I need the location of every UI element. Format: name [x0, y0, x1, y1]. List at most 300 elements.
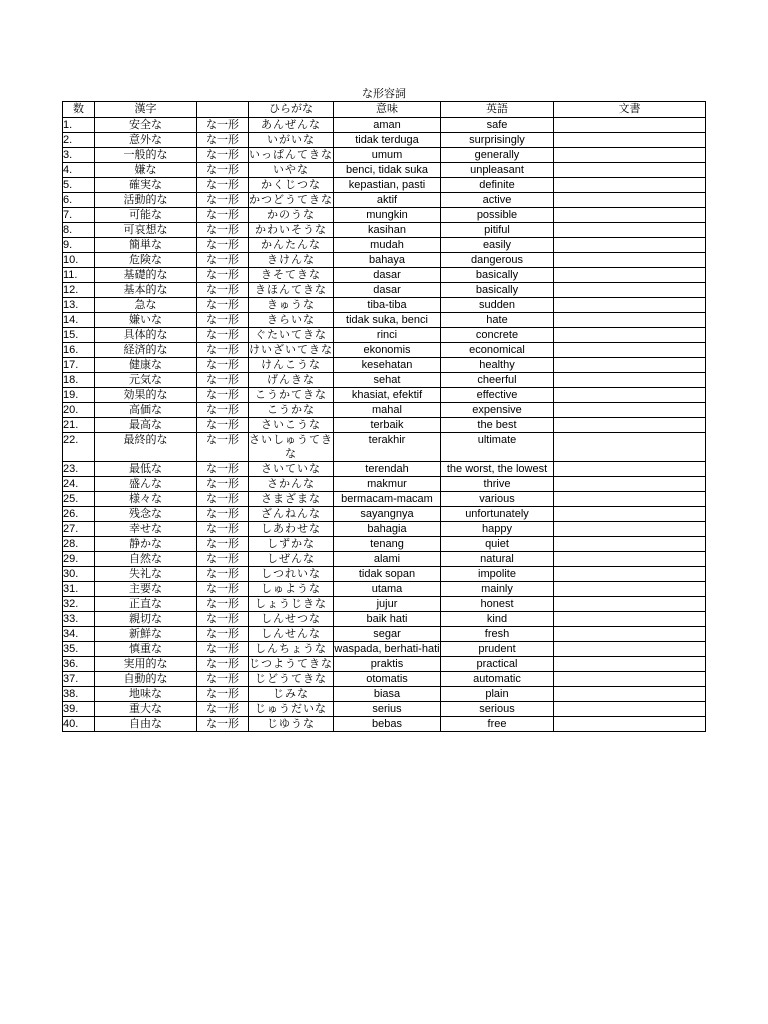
kanji-cell: 具体的な	[95, 328, 197, 343]
type-cell: な一形	[197, 178, 249, 193]
hiragana-cell: しぜんな	[249, 552, 334, 567]
row-number: 11.	[63, 268, 95, 283]
type-cell: な一形	[197, 672, 249, 687]
hiragana-cell: さいこうな	[249, 418, 334, 433]
meaning-cell: biasa	[334, 687, 441, 702]
english-cell: surprisingly	[441, 133, 554, 148]
type-cell: な一形	[197, 627, 249, 642]
kanji-cell: 幸せな	[95, 522, 197, 537]
row-number: 36.	[63, 657, 95, 672]
type-cell: な一形	[197, 133, 249, 148]
meaning-cell: utama	[334, 582, 441, 597]
english-cell: mainly	[441, 582, 554, 597]
table-row	[63, 268, 706, 283]
kanji-cell: 自然な	[95, 552, 197, 567]
meaning-cell: khasiat, efektif	[334, 388, 441, 403]
table-row	[63, 178, 706, 193]
type-cell: な一形	[197, 567, 249, 582]
english-cell: easily	[441, 238, 554, 253]
meaning-cell: waspada, berhati-hati	[334, 643, 440, 655]
kanji-cell: 慎重な	[95, 642, 197, 657]
table-row	[63, 373, 706, 388]
row-number: 5.	[63, 178, 95, 193]
notes-cell	[554, 433, 706, 462]
notes-cell	[554, 268, 706, 283]
kanji-cell: 最終的な	[95, 433, 197, 462]
english-cell: healthy	[441, 358, 554, 373]
notes-cell	[554, 612, 706, 627]
notes-cell	[554, 343, 706, 358]
meaning-cell: tiba-tiba	[334, 298, 441, 313]
hiragana-cell: きほんてきな	[249, 283, 334, 298]
hiragana-cell: じゅうだいな	[249, 702, 334, 717]
english-cell: practical	[441, 657, 554, 672]
kanji-cell: 新鮮な	[95, 627, 197, 642]
type-cell: な一形	[197, 313, 249, 328]
meaning-cell: alami	[334, 552, 441, 567]
kanji-cell: 親切な	[95, 612, 197, 627]
header-notes: 文書	[554, 102, 706, 118]
meaning-cell: aktif	[334, 193, 441, 208]
type-cell: な一形	[197, 582, 249, 597]
notes-cell	[554, 253, 706, 268]
kanji-cell: 自動的な	[95, 672, 197, 687]
hiragana-cell: けいざいてきな	[249, 343, 333, 356]
meaning-cell: dasar	[334, 283, 441, 298]
hiragana-cell: ぐたいてきな	[249, 328, 334, 343]
english-cell: serious	[441, 702, 554, 717]
table-row	[63, 507, 706, 522]
type-cell: な一形	[197, 687, 249, 702]
kanji-cell: 健康な	[95, 358, 197, 373]
type-cell: な一形	[197, 163, 249, 178]
table-row	[63, 702, 706, 717]
table-row	[63, 193, 706, 208]
english-cell: cheerful	[441, 373, 554, 388]
table-row	[63, 343, 706, 358]
kanji-cell: 可哀想な	[95, 223, 197, 238]
kanji-cell: 基礎的な	[95, 268, 197, 283]
hiragana-cell: げんきな	[249, 373, 334, 388]
english-cell: impolite	[441, 567, 554, 582]
english-cell: happy	[441, 522, 554, 537]
kanji-cell: 高価な	[95, 403, 197, 418]
row-number: 35.	[63, 642, 95, 657]
notes-cell	[554, 313, 706, 328]
type-cell: な一形	[197, 462, 249, 477]
header-number: 数	[63, 102, 95, 118]
row-number: 28.	[63, 537, 95, 552]
row-number: 19.	[63, 388, 95, 403]
kanji-cell: 最低な	[95, 462, 197, 477]
kanji-cell: 重大な	[95, 702, 197, 717]
type-cell: な一形	[197, 597, 249, 612]
table-row	[63, 612, 706, 627]
row-number: 39.	[63, 702, 95, 717]
meaning-cell: tenang	[334, 537, 441, 552]
table-row	[63, 492, 706, 507]
notes-cell	[554, 537, 706, 552]
row-number: 17.	[63, 358, 95, 373]
table-row	[63, 238, 706, 253]
english-cell: fresh	[441, 627, 554, 642]
notes-cell	[554, 522, 706, 537]
kanji-cell: 効果的な	[95, 388, 197, 403]
type-cell: な一形	[197, 358, 249, 373]
vocabulary-table	[62, 101, 706, 732]
meaning-cell: kasihan	[334, 223, 441, 238]
row-number: 6.	[63, 193, 95, 208]
notes-cell	[554, 477, 706, 492]
table-row	[63, 462, 706, 477]
english-cell: basically	[441, 283, 554, 298]
notes-cell	[554, 642, 706, 657]
header-type	[197, 102, 249, 118]
header-meaning: 意味	[334, 102, 441, 118]
row-number: 1.	[63, 118, 95, 133]
english-cell: various	[441, 492, 554, 507]
kanji-cell: 残念な	[95, 507, 197, 522]
type-cell: な一形	[197, 373, 249, 388]
notes-cell	[554, 148, 706, 163]
meaning-cell: baik hati	[334, 612, 441, 627]
english-cell: plain	[441, 687, 554, 702]
kanji-cell: 元気な	[95, 373, 197, 388]
english-cell: prudent	[441, 642, 554, 657]
notes-cell	[554, 163, 706, 178]
table-row	[63, 298, 706, 313]
kanji-cell: 主要な	[95, 582, 197, 597]
row-number: 4.	[63, 163, 95, 178]
row-number: 24.	[63, 477, 95, 492]
type-cell: な一形	[197, 403, 249, 418]
row-number: 16.	[63, 343, 95, 358]
english-cell: the best	[441, 418, 554, 433]
kanji-cell: 急な	[95, 298, 197, 313]
type-cell: な一形	[197, 642, 249, 657]
header-english: 英語	[441, 102, 554, 118]
english-cell: ultimate	[441, 433, 554, 462]
type-cell: な一形	[197, 283, 249, 298]
kanji-cell: 活動的な	[95, 193, 197, 208]
table-row	[63, 552, 706, 567]
table-row	[63, 133, 706, 148]
table-row	[63, 223, 706, 238]
table-body	[63, 118, 706, 732]
notes-cell	[554, 657, 706, 672]
meaning-cell: kesehatan	[334, 358, 441, 373]
notes-cell	[554, 283, 706, 298]
kanji-cell: 経済的な	[95, 343, 197, 358]
meaning-cell: bahagia	[334, 522, 441, 537]
hiragana-cell: かくじつな	[249, 178, 334, 193]
kanji-cell: 実用的な	[95, 657, 197, 672]
meaning-cell: ekonomis	[334, 343, 441, 358]
type-cell: な一形	[197, 223, 249, 238]
row-number: 23.	[63, 462, 95, 477]
type-cell: な一形	[197, 328, 249, 343]
english-cell: kind	[441, 612, 554, 627]
kanji-cell: 失礼な	[95, 567, 197, 582]
type-cell: な一形	[197, 388, 249, 403]
type-cell: な一形	[197, 238, 249, 253]
notes-cell	[554, 627, 706, 642]
table-row	[63, 433, 706, 462]
row-number: 12.	[63, 283, 95, 298]
kanji-cell: 確実な	[95, 178, 197, 193]
kanji-cell: 正直な	[95, 597, 197, 612]
hiragana-cell: かんたんな	[249, 238, 334, 253]
notes-cell	[554, 328, 706, 343]
type-cell: な一形	[197, 433, 249, 462]
meaning-cell: sehat	[334, 373, 441, 388]
meaning-cell: terendah	[334, 462, 441, 477]
notes-cell	[554, 118, 706, 133]
hiragana-cell: さいていな	[249, 462, 334, 477]
row-number: 25.	[63, 492, 95, 507]
kanji-cell: 様々な	[95, 492, 197, 507]
meaning-cell: rinci	[334, 328, 441, 343]
kanji-cell: 嫌な	[95, 163, 197, 178]
hiragana-cell: いやな	[249, 163, 334, 178]
table-row	[63, 537, 706, 552]
header-kanji: 漢字	[95, 102, 197, 118]
meaning-cell: umum	[334, 148, 441, 163]
english-cell: expensive	[441, 403, 554, 418]
table-row	[63, 253, 706, 268]
hiragana-cell: じゆうな	[249, 717, 334, 732]
hiragana-cell: けんこうな	[249, 358, 334, 373]
table-row	[63, 642, 706, 657]
header-hiragana: ひらがな	[249, 102, 334, 118]
notes-cell	[554, 717, 706, 732]
row-number: 21.	[63, 418, 95, 433]
type-cell: な一形	[197, 418, 249, 433]
hiragana-cell: しゅような	[249, 582, 334, 597]
type-cell: な一形	[197, 552, 249, 567]
english-cell: active	[441, 193, 554, 208]
hiragana-cell: さかんな	[249, 477, 334, 492]
meaning-cell: bahaya	[334, 253, 441, 268]
english-cell: sudden	[441, 298, 554, 313]
row-number: 18.	[63, 373, 95, 388]
hiragana-cell: じつようてきな	[249, 657, 333, 670]
page-title: な形容詞	[362, 87, 406, 100]
notes-cell	[554, 552, 706, 567]
table-row	[63, 118, 706, 133]
type-cell: な一形	[197, 343, 249, 358]
row-number: 29.	[63, 552, 95, 567]
kanji-cell: 盛んな	[95, 477, 197, 492]
row-number: 9.	[63, 238, 95, 253]
type-cell: な一形	[197, 208, 249, 223]
meaning-cell: dasar	[334, 268, 441, 283]
hiragana-cell: しあわせな	[249, 522, 334, 537]
type-cell: な一形	[197, 717, 249, 732]
notes-cell	[554, 298, 706, 313]
hiragana-cell: しんちょうな	[249, 642, 334, 657]
hiragana-cell: しずかな	[249, 537, 334, 552]
table-row	[63, 597, 706, 612]
english-cell: quiet	[441, 537, 554, 552]
notes-cell	[554, 178, 706, 193]
kanji-cell: 一般的な	[95, 148, 197, 163]
kanji-cell: 簡単な	[95, 238, 197, 253]
table-row	[63, 717, 706, 732]
hiragana-cell: しつれいな	[249, 567, 334, 582]
table-row	[63, 687, 706, 702]
kanji-cell: 基本的な	[95, 283, 197, 298]
table-row	[63, 522, 706, 537]
type-cell: な一形	[197, 612, 249, 627]
meaning-cell: praktis	[334, 657, 441, 672]
row-number: 40.	[63, 717, 95, 732]
english-cell: natural	[441, 552, 554, 567]
kanji-cell: 静かな	[95, 537, 197, 552]
english-cell: hate	[441, 313, 554, 328]
hiragana-cell: こうかな	[249, 403, 334, 418]
type-cell: な一形	[197, 298, 249, 313]
meaning-cell: serius	[334, 702, 441, 717]
kanji-cell: 可能な	[95, 208, 197, 223]
english-cell: concrete	[441, 328, 554, 343]
type-cell: な一形	[197, 477, 249, 492]
type-cell: な一形	[197, 268, 249, 283]
english-cell: generally	[441, 148, 554, 163]
kanji-cell: 安全な	[95, 118, 197, 133]
hiragana-cell: きらいな	[249, 313, 334, 328]
table-row	[63, 418, 706, 433]
meaning-cell: makmur	[334, 477, 441, 492]
table-row	[63, 328, 706, 343]
notes-cell	[554, 687, 706, 702]
meaning-cell: terbaik	[334, 418, 441, 433]
notes-cell	[554, 403, 706, 418]
row-number: 37.	[63, 672, 95, 687]
row-number: 32.	[63, 597, 95, 612]
english-cell: definite	[441, 178, 554, 193]
hiragana-cell: ざんねんな	[249, 507, 334, 522]
table-row	[63, 283, 706, 298]
english-cell: economical	[441, 343, 554, 358]
table-row	[63, 657, 706, 672]
hiragana-cell: きけんな	[249, 253, 334, 268]
hiragana-cell: こうかてきな	[249, 388, 334, 403]
english-cell: the worst, the lowest	[441, 462, 554, 477]
notes-cell	[554, 672, 706, 687]
notes-cell	[554, 193, 706, 208]
notes-cell	[554, 133, 706, 148]
hiragana-cell: きゅうな	[249, 298, 334, 313]
row-number: 33.	[63, 612, 95, 627]
meaning-cell: tidak terduga	[334, 133, 441, 148]
meaning-cell: kepastian, pasti	[334, 178, 441, 193]
hiragana-cell: かつどうてきな	[249, 193, 333, 206]
hiragana-cell: しんせんな	[249, 627, 334, 642]
hiragana-cell: しんせつな	[249, 612, 334, 627]
hiragana-cell: しょうじきな	[249, 597, 334, 612]
row-number: 13.	[63, 298, 95, 313]
english-cell: effective	[441, 388, 554, 403]
row-number: 3.	[63, 148, 95, 163]
hiragana-cell: きそてきな	[249, 268, 334, 283]
english-cell: thrive	[441, 477, 554, 492]
notes-cell	[554, 388, 706, 403]
row-number: 2.	[63, 133, 95, 148]
table-row	[63, 477, 706, 492]
type-cell: な一形	[197, 118, 249, 133]
type-cell: な一形	[197, 522, 249, 537]
hiragana-cell: さいしゅうてきな	[249, 433, 333, 460]
hiragana-cell: いっぱんてきな	[249, 148, 333, 161]
notes-cell	[554, 582, 706, 597]
notes-cell	[554, 373, 706, 388]
type-cell: な一形	[197, 507, 249, 522]
english-cell: safe	[441, 118, 554, 133]
kanji-cell: 嫌いな	[95, 313, 197, 328]
table-row	[63, 358, 706, 373]
row-number: 30.	[63, 567, 95, 582]
meaning-cell: mudah	[334, 238, 441, 253]
row-number: 27.	[63, 522, 95, 537]
row-number: 34.	[63, 627, 95, 642]
meaning-cell: jujur	[334, 597, 441, 612]
notes-cell	[554, 358, 706, 373]
row-number: 15.	[63, 328, 95, 343]
meaning-cell: bermacam-macam	[334, 492, 441, 507]
type-cell: な一形	[197, 537, 249, 552]
table-row	[63, 403, 706, 418]
english-cell: pitiful	[441, 223, 554, 238]
row-number: 38.	[63, 687, 95, 702]
notes-cell	[554, 702, 706, 717]
row-number: 22.	[63, 433, 95, 462]
hiragana-cell: じみな	[249, 687, 334, 702]
row-number: 14.	[63, 313, 95, 328]
table-row	[63, 567, 706, 582]
meaning-cell: bebas	[334, 717, 441, 732]
table-row	[63, 582, 706, 597]
notes-cell	[554, 418, 706, 433]
meaning-cell: tidak suka, benci	[334, 313, 441, 328]
type-cell: な一形	[197, 253, 249, 268]
notes-cell	[554, 492, 706, 507]
table-row	[63, 388, 706, 403]
meaning-cell: otomatis	[334, 672, 441, 687]
hiragana-cell: じどうてきな	[249, 672, 334, 687]
row-number: 26.	[63, 507, 95, 522]
row-number: 10.	[63, 253, 95, 268]
english-cell: honest	[441, 597, 554, 612]
type-cell: な一形	[197, 657, 249, 672]
kanji-cell: 危険な	[95, 253, 197, 268]
notes-cell	[554, 507, 706, 522]
kanji-cell: 最高な	[95, 418, 197, 433]
type-cell: な一形	[197, 702, 249, 717]
meaning-cell: benci, tidak suka	[334, 163, 441, 178]
table-row	[63, 672, 706, 687]
notes-cell	[554, 208, 706, 223]
meaning-cell: sayangnya	[334, 507, 441, 522]
english-cell: unpleasant	[441, 163, 554, 178]
english-cell: dangerous	[441, 253, 554, 268]
row-number: 7.	[63, 208, 95, 223]
meaning-cell: tidak sopan	[334, 567, 441, 582]
meaning-cell: mahal	[334, 403, 441, 418]
english-cell: possible	[441, 208, 554, 223]
row-number: 20.	[63, 403, 95, 418]
notes-cell	[554, 462, 706, 477]
